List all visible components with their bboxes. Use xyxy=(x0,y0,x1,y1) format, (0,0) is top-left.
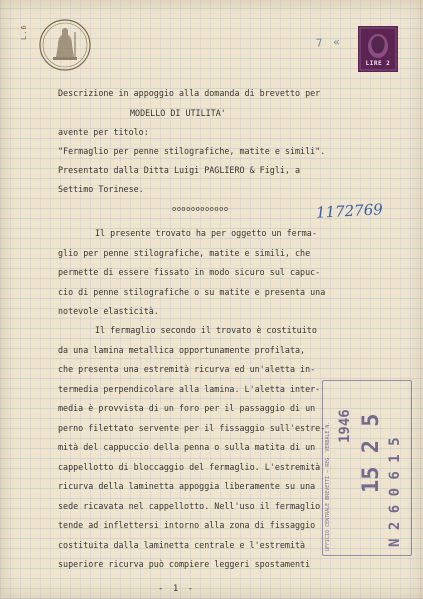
text-line: mità del cappuccio della penna o sulla matita di un xyxy=(58,442,316,452)
stamp-serial: N 2 6 0 6 1 5 xyxy=(387,437,403,547)
text-line: avente per titolo: xyxy=(58,127,149,137)
text-line: glio per penne stilografiche, matite e simili, che xyxy=(58,248,311,258)
separator-line: oooooooooooo xyxy=(172,205,229,213)
text-line: perno filettato servente per il fissaggio sull'estre- xyxy=(58,423,326,433)
top-handwritten-mark: 7 « xyxy=(315,35,343,50)
text-line: media è provvista di un foro per il passaggio di un xyxy=(58,403,316,413)
handwritten-number: 1172769 xyxy=(315,200,384,222)
text-line: che presenta una estremità ricurva ed un'aletta in- xyxy=(58,364,316,374)
text-line: ricurva della laminetta appoggia liberamente su una xyxy=(58,481,316,491)
text-line: da una lamina metallica opportunamente profilata, xyxy=(58,345,306,355)
stamp-small-text: UFFICIO CENTRALE BREVETTI – REG. VERBALE N. xyxy=(325,421,331,551)
text-line: superiore ricurva può compiere leggeri spostamenti xyxy=(58,559,311,569)
text-line: cio di penne stilografiche o su matite e presenta una xyxy=(58,287,326,297)
seal-code: L.6 xyxy=(20,24,28,40)
text-line: Presentato dalla Ditta Luigi PAGLIERO & Figli, a xyxy=(58,165,301,175)
text-line: MODELLO DI UTILITA' xyxy=(130,108,226,118)
text-line: tende ad inflettersi intorno alla zona di fissaggio xyxy=(58,520,316,530)
page-number: - 1 - xyxy=(158,584,196,594)
text-line: costituita dalla laminetta centrale e l'estremità xyxy=(58,540,306,550)
text-line: notevole elasticità. xyxy=(58,306,159,316)
state-seal-emblem xyxy=(38,18,92,72)
stamp-number-large: 15 2 5 xyxy=(359,413,384,493)
stamp-value: LIRE 2 xyxy=(365,60,391,67)
text-line: permette di essere fissato in modo sicuro sul capuc- xyxy=(58,267,321,277)
text-line: Il fermaglio secondo il trovato è costituito xyxy=(95,325,317,335)
text-line: Il presente trovato ha per oggetto un ferma- xyxy=(95,228,317,238)
text-line: Descrizione in appoggio alla domanda di brevetto per xyxy=(58,88,321,98)
text-line: termedia perpendicolare alla lamina. L'aletta inter- xyxy=(58,384,321,394)
stamp-year: 1946 xyxy=(337,409,353,443)
text-line: sede ricavata nel cappellotto. Nell'uso il fermaglio xyxy=(58,501,321,511)
text-line: "Fermaglio per penne stilografiche, matite e simili". xyxy=(58,146,326,156)
text-line: Settimo Torinese. xyxy=(58,184,144,194)
registration-rubber-stamp xyxy=(322,380,412,556)
text-line: cappellotto di bloccaggio del fermaglio. L'estremità xyxy=(58,462,321,472)
